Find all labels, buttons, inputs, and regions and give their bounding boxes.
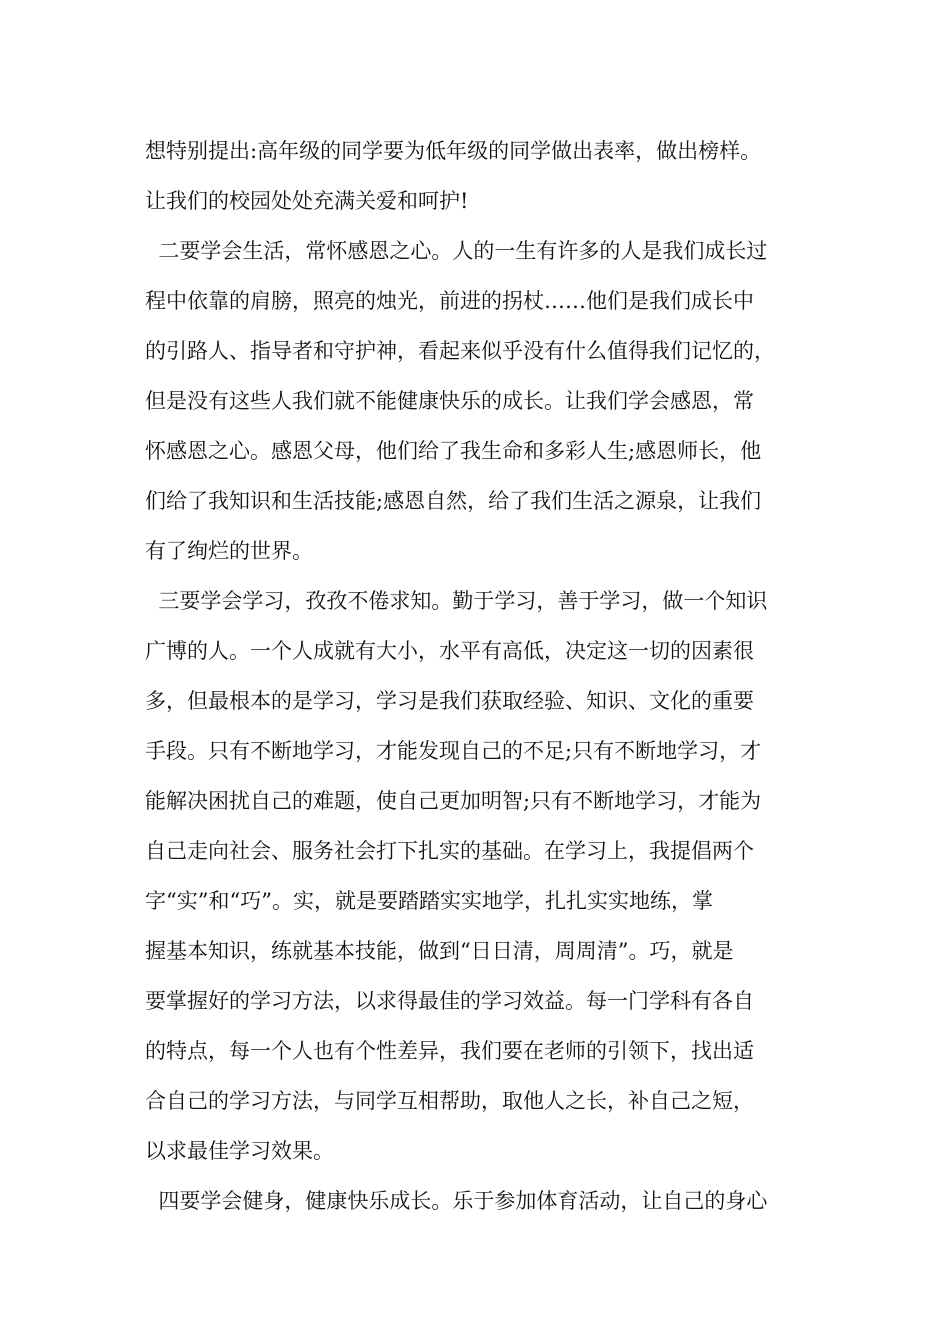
text-line: 程中依靠的肩膀，照亮的烛光，前进的拐杖……他们是我们成长中 [145, 289, 754, 313]
text-line: 要掌握好的学习方法，以求得最佳的学习效益。每一门学科有各自 [145, 989, 754, 1013]
text-line: 但是没有这些人我们就不能健康快乐的成长。让我们学会感恩，常 [145, 389, 754, 413]
text-line: 让我们的校园处处充满关爱和呵护! [145, 189, 469, 213]
paragraph-start-line: 三要学会学习，孜孜不倦求知。勤于学习，善于学习，做一个知识 [145, 589, 768, 613]
text-line: 的引路人、指导者和守护神，看起来似乎没有什么值得我们记忆的， [145, 339, 775, 363]
text-line: 手段。只有不断地学习，才能发现自己的不足;只有不断地学习，才 [145, 739, 762, 763]
text-line: 想特别提出:高年级的同学要为低年级的同学做出表率，做出榜样。 [145, 139, 762, 163]
text-line: 握基本知识，练就基本技能，做到“日日清，周周清”。巧，就是 [145, 939, 734, 963]
text-line: 广博的人。一个人成就有大小，水平有高低，决定这一切的因素很 [145, 639, 754, 663]
paragraph-start-line: 二要学会生活，常怀感恩之心。人的一生有许多的人是我们成长过 [145, 239, 768, 263]
text-line: 自己走向社会、服务社会打下扎实的基础。在学习上，我提倡两个 [145, 839, 754, 863]
text-line: 字“实”和“巧”。实，就是要踏踏实实地学，扎扎实实地练，掌 [145, 889, 713, 913]
paragraph-start-line: 四要学会健身，健康快乐成长。乐于参加体育活动，让自己的身心 [145, 1189, 768, 1213]
text-line: 的特点，每一个人也有个性差异，我们要在老师的引领下，找出适 [145, 1039, 754, 1063]
text-line: 多，但最根本的是学习，学习是我们获取经验、知识、文化的重要 [145, 689, 754, 713]
text-line: 合自己的学习方法，与同学互相帮助，取他人之长，补自己之短， [145, 1089, 754, 1113]
text-line: 怀感恩之心。感恩父母，他们给了我生命和多彩人生;感恩师长，他 [145, 439, 762, 463]
text-line: 们给了我知识和生活技能;感恩自然，给了我们生活之源泉，让我们 [145, 489, 762, 513]
text-line: 以求最佳学习效果。 [145, 1139, 334, 1163]
text-line: 有了绚烂的世界。 [145, 539, 313, 563]
text-line: 能解决困扰自己的难题，使自己更加明智;只有不断地学习，才能为 [145, 789, 762, 813]
